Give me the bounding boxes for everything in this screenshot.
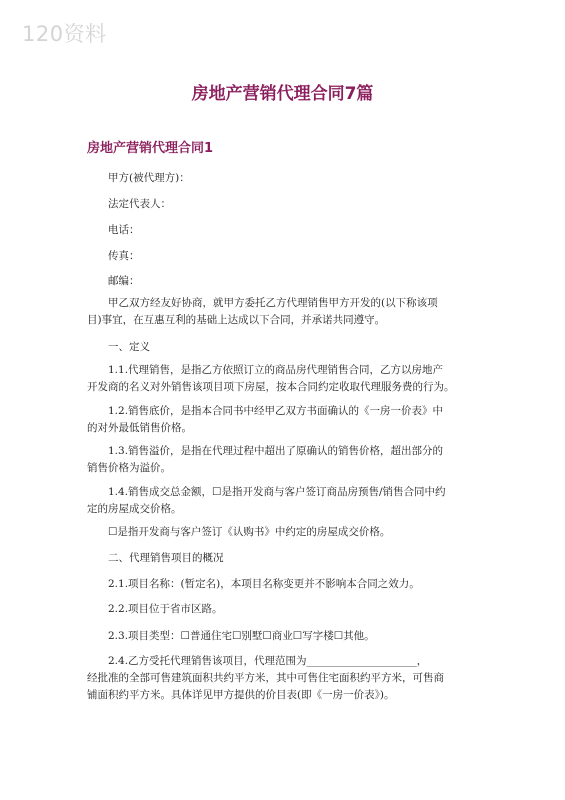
clause-2-4-line: 2.4.乙方受托代理销售该项目，代理范围为_____________________， <box>108 655 428 667</box>
clause-2-4-line: 经批准的全部可售建筑面积共约平方米，其中可售住宅面积约平方米，可售商 <box>87 672 444 684</box>
clause-1-2-line: 1.2.销售底价，是指本合同书中经甲乙双方书面确认的《一房一价表》中 <box>108 405 444 417</box>
clause-1-4-line: 1.4.销售成交总金额，☐是指开发商与客户签订商品房预售/销售合同中约 <box>108 486 446 498</box>
intro-paragraph-line: 甲乙双方经友好协商，就甲方委托乙方代理销售甲方开发的(以下称该项 <box>108 297 438 309</box>
section-heading: 房地产营销代理合同1 <box>87 141 214 156</box>
clause-1-3-line: 销售价格为溢价。 <box>87 462 171 474</box>
party-a-field: 甲方(被代理方)： <box>108 172 190 184</box>
clause-1-2-line: 的对外最低销售价格。 <box>87 422 192 434</box>
section-heading-definitions: 一、定义 <box>108 341 150 353</box>
document-title: 房地产营销代理合同7篇 <box>191 84 374 104</box>
clause-1-1-line: 开发商的名义对外销售该项目项下房屋，按本合同约定收取代理服务费的行为。 <box>87 381 455 393</box>
fax-field: 传真： <box>108 250 140 262</box>
clause-1-3-line: 1.3.销售溢价，是指在代理过程中超出了原确认的销售价格，超出部分的 <box>108 445 444 457</box>
clause-1-1-line: 1.1.代理销售，是指乙方依照订立的商品房代理销售合同，乙方以房地产 <box>108 364 444 376</box>
clause-1-4-alt-line: ☐是指开发商与客户签订《认购书》中约定的房屋成交价格。 <box>108 526 391 538</box>
clause-2-1-line: 2.1.项目名称：(暂定名)，本项目名称变更并不影响本合同之效力。 <box>108 578 420 590</box>
clause-2-3-line: 2.3.项目类型：☐普通住宅☐别墅☐商业☐写字楼☐其他。 <box>108 630 375 642</box>
legal-rep-field: 法定代表人： <box>108 198 171 210</box>
clause-2-2-line: 2.2.项目位于省市区路。 <box>108 603 223 615</box>
section-heading-project: 二、代理销售项目的概况 <box>108 552 224 564</box>
intro-paragraph-line: 目)事宜，在互惠互利的基础上达成以下合同，并承诺共同遵守。 <box>87 314 386 326</box>
clause-1-4-line: 定的房屋成交价格。 <box>87 503 182 515</box>
postcode-field: 邮编： <box>108 275 140 287</box>
watermark-logo: 120资料 <box>22 22 107 46</box>
clause-2-4-line: 铺面积约平方米。具体详见甲方提供的价目表(即《一房一价表》)。 <box>87 689 395 701</box>
phone-field: 电话： <box>108 224 140 236</box>
